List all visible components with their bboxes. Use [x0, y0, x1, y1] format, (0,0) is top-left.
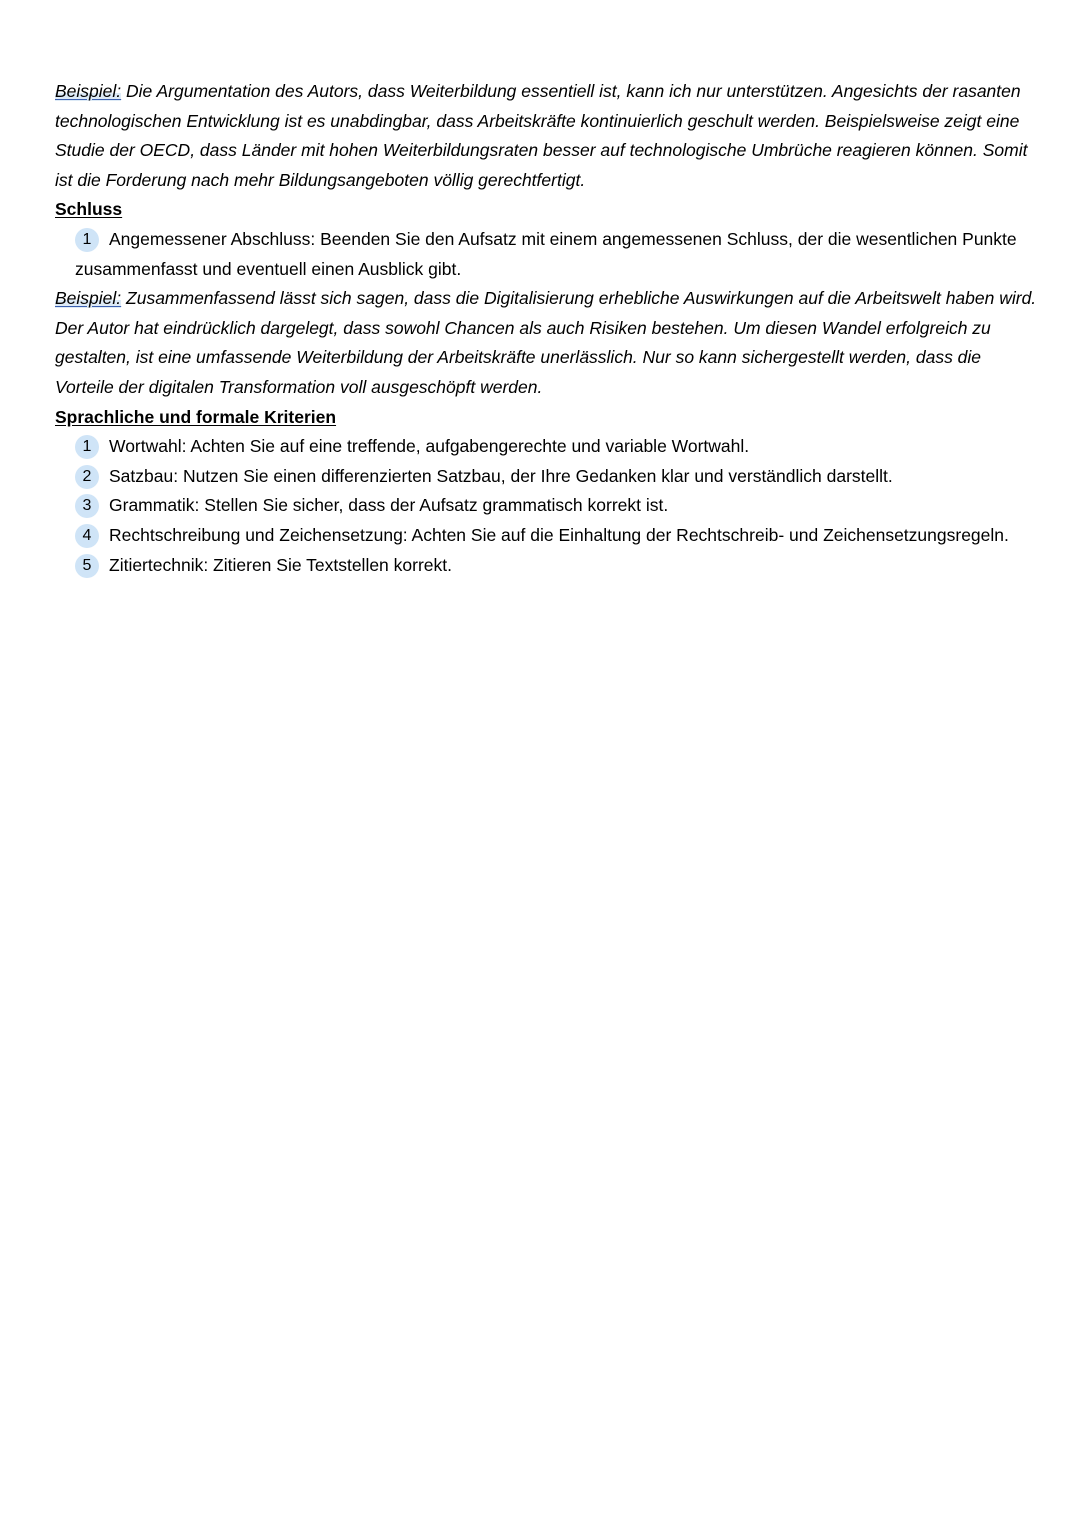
number-badge: 1: [75, 435, 99, 459]
list-item-text: Rechtschreibung und Zeichensetzung: Achten Sie auf die Einhaltung der Rechtschreib- und Zeichensetzungsregeln.: [109, 524, 1009, 545]
example-paragraph-argument: [55, 77, 1040, 195]
document-page: [55, 77, 1040, 580]
list-item-text: Grammatik: Stellen Sie sicher, dass der Aufsatz grammatisch korrekt ist.: [109, 495, 669, 516]
example-paragraph-schluss: [55, 284, 1040, 402]
section-heading-kriterien: Sprachliche und formale Kriterien: [55, 406, 337, 427]
example-text: Zusammenfassend lässt sich sagen, dass die Digitalisierung erhebliche Auswirkungen auf die Arbeitswelt haben wird. Der Autor hat eindrücklich dargelegt, dass sowohl Chancen als auch Risiken bestehen. Um diesen Wandel erfolgreich zu gestalten, ist eine umfassende Weiterbildung der Arbeitskräfte unerlässlich. Nur so kann sichergestellt werden, dass die Vorteile der digitalen Transformation voll ausgeschöpft werden.: [55, 288, 1037, 397]
list-item: [55, 521, 1040, 551]
example-label: Beispiel:: [55, 81, 122, 101]
list-item: [55, 225, 1040, 284]
example-text: Die Argumentation des Autors, dass Weiterbildung essentiell ist, kann ich nur unterstützen. Angesichts der rasanten technologischen Entwicklung ist es unabdingbar, dass Arbeitskräfte kontinuierlich geschult werden. Beispielsweise zeigt eine Studie der OECD, dass Länder mit hohen Weiterbildungsraten besser auf technologische Umbrüche reagieren können. Somit ist die Forderung nach mehr Bildungsangeboten völlig gerechtfertigt.: [55, 81, 1028, 190]
list-item-text: Wortwahl: Achten Sie auf eine treffende, aufgabengerechte und variable Wortwahl.: [109, 436, 750, 457]
number-badge: 5: [75, 554, 99, 578]
list-item-text: Zitiertechnik: Zitieren Sie Textstellen korrekt.: [109, 554, 453, 575]
example-label: Beispiel:: [55, 288, 122, 309]
section-heading-schluss: Schluss: [55, 199, 123, 220]
list-item: [55, 462, 1040, 492]
list-item: [55, 432, 1040, 462]
number-badge: 2: [75, 465, 99, 489]
list-item: [55, 551, 1040, 581]
number-badge: 3: [75, 494, 99, 518]
list-item-text: Satzbau: Nutzen Sie einen differenzierten Satzbau, der Ihre Gedanken klar und verständlich darstellt.: [109, 465, 893, 486]
number-badge: 1: [75, 228, 99, 252]
number-badge: 4: [75, 524, 99, 548]
list-item: [55, 491, 1040, 521]
list-item-text: Angemessener Abschluss: Beenden Sie den Aufsatz mit einem angemessenen Schluss, der die wesentlichen Punkte zusammenfasst und eventuell einen Ausblick gibt.: [75, 228, 1017, 279]
